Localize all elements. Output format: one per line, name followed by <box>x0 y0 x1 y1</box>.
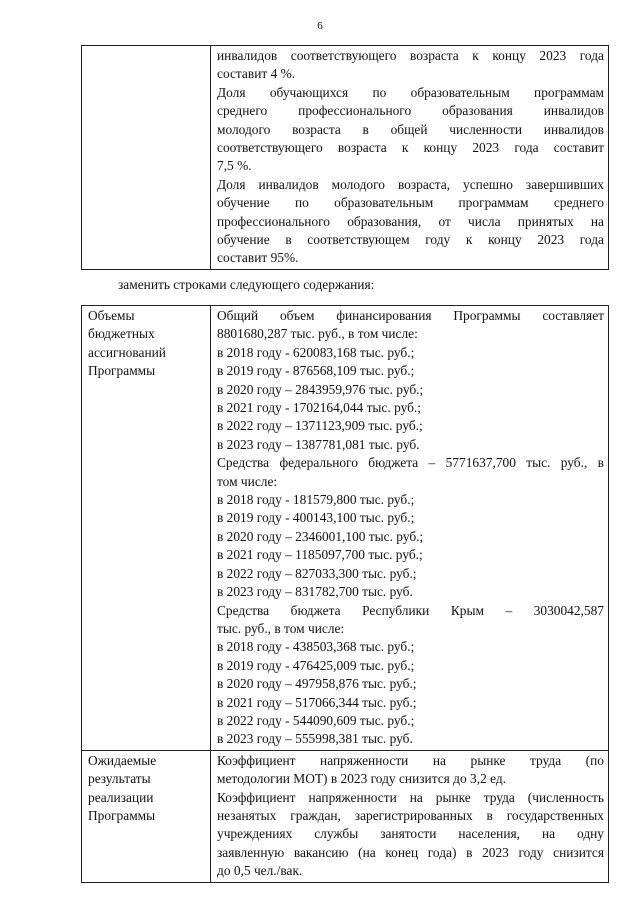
results-label-cell <box>82 750 211 882</box>
text-line: обучение по образовательным программам среднего <box>217 195 604 211</box>
text-line: том числе: <box>217 473 278 489</box>
label-line: результаты <box>88 771 151 787</box>
text-line: в 2019 году - 400143,100 тыс. руб.; <box>217 510 415 526</box>
table-row <box>82 306 609 751</box>
text-line: Общий объем финансирования Программы составляет <box>217 308 604 323</box>
text-line: в 2021 году - 1702164,044 тыс. руб.; <box>217 400 421 416</box>
page-number: 6 <box>317 20 323 32</box>
text-line: в 2018 году - 620083,168 тыс. руб.; <box>217 344 415 360</box>
text-line: составит 95%. <box>217 250 299 266</box>
text-line: инвалидов соответствующего возраста к концу 2023 года <box>217 48 604 63</box>
text-line: профессионального образования, от числа принятых на <box>217 213 604 229</box>
text-line: в 2019 году - 876568,109 тыс. руб.; <box>217 363 415 379</box>
replace-instruction: заменить строками следующего содержания: <box>118 277 375 292</box>
label-line: Программы <box>88 363 156 379</box>
text-line: в 2020 году – 2346001,100 тыс. руб.; <box>217 528 424 544</box>
text-line: 8801680,287 тыс. руб., в том числе: <box>217 326 418 342</box>
text-line: соответствующего возраста к концу 2023 года составит <box>217 140 604 156</box>
text-line: Коэффициент напряженности на рынке труда (численность <box>217 789 604 805</box>
top-table-label-cell <box>82 46 211 270</box>
text-line: методологии МОТ) в 2023 году снизится до 3,2 ед. <box>217 771 507 787</box>
text-line: в 2018 году - 438503,368 тыс. руб.; <box>217 639 415 655</box>
text-line: в 2020 году – 2843959,976 тыс. руб.; <box>217 381 424 397</box>
text-line: 7,5 %. <box>217 158 252 174</box>
label-line: Ожидаемые <box>88 752 157 768</box>
text-line: обучение в соответствующем году к концу 2023 года <box>217 232 604 248</box>
text-line: заявленную вакансию (на конец года) в 2023 году снизится <box>217 844 604 860</box>
label-line: реализации <box>88 789 154 805</box>
text-line: в 2023 году – 831782,700 тыс. руб. <box>217 584 413 600</box>
label-line: Объемы <box>88 308 135 323</box>
text-line: в 2023 году – 1387781,081 тыс. руб. <box>217 436 420 452</box>
top-table <box>81 45 609 270</box>
table-row <box>82 750 609 882</box>
text-line: в 2022 году – 1371123,909 тыс. руб.; <box>217 418 423 434</box>
budget-label-cell <box>82 306 211 751</box>
top-table-content-cell <box>211 46 609 270</box>
text-line: среднего профессионального образования инвалидов <box>217 103 604 119</box>
text-line: учреждениях службы занятости населения, на одну <box>217 826 604 842</box>
text-line: Доля инвалидов молодого возраста, успешно завершивших <box>217 176 604 192</box>
label-line: бюджетных <box>88 326 155 342</box>
text-line: в 2022 году - 544090,609 тыс. руб.; <box>217 712 415 728</box>
label-line: ассигнований <box>88 344 166 360</box>
budget-content-cell <box>211 306 609 751</box>
text-line: Доля обучающихся по образовательным программам <box>217 84 604 100</box>
text-line: в 2021 году – 1185097,700 тыс. руб.; <box>217 547 423 563</box>
text-line: в 2019 году - 476425,009 тыс. руб.; <box>217 657 415 673</box>
text-line: незанятых граждан, зарегистрированных в государственных <box>217 807 604 823</box>
text-line: Средства федерального бюджета – 5771637,700 тыс. руб., в <box>217 455 604 471</box>
results-content-cell <box>211 750 609 882</box>
text-line: в 2021 году – 517066,344 тыс. руб.; <box>217 694 417 710</box>
text-line: составит 4 %. <box>217 66 296 82</box>
text-line: Коэффициент напряженности на рынке труда (по <box>217 752 604 768</box>
main-table <box>81 305 609 883</box>
table-row <box>82 46 609 270</box>
text-line: тыс. руб., в том числе: <box>217 620 345 636</box>
text-line: молодого возраста в общей численности инвалидов <box>217 121 604 137</box>
text-line: в 2020 году – 497958,876 тыс. руб.; <box>217 676 417 692</box>
text-line: в 2018 году - 181579,800 тыс. руб.; <box>217 492 415 508</box>
text-line: в 2022 году – 827033,300 тыс. руб.; <box>217 565 417 581</box>
text-line: в 2023 году – 555998,381 тыс. руб. <box>217 731 413 747</box>
text-line: Средства бюджета Республики Крым – 3030042,587 <box>217 602 604 618</box>
label-line: Программы <box>88 807 156 823</box>
text-line: до 0,5 чел./вак. <box>217 863 303 879</box>
